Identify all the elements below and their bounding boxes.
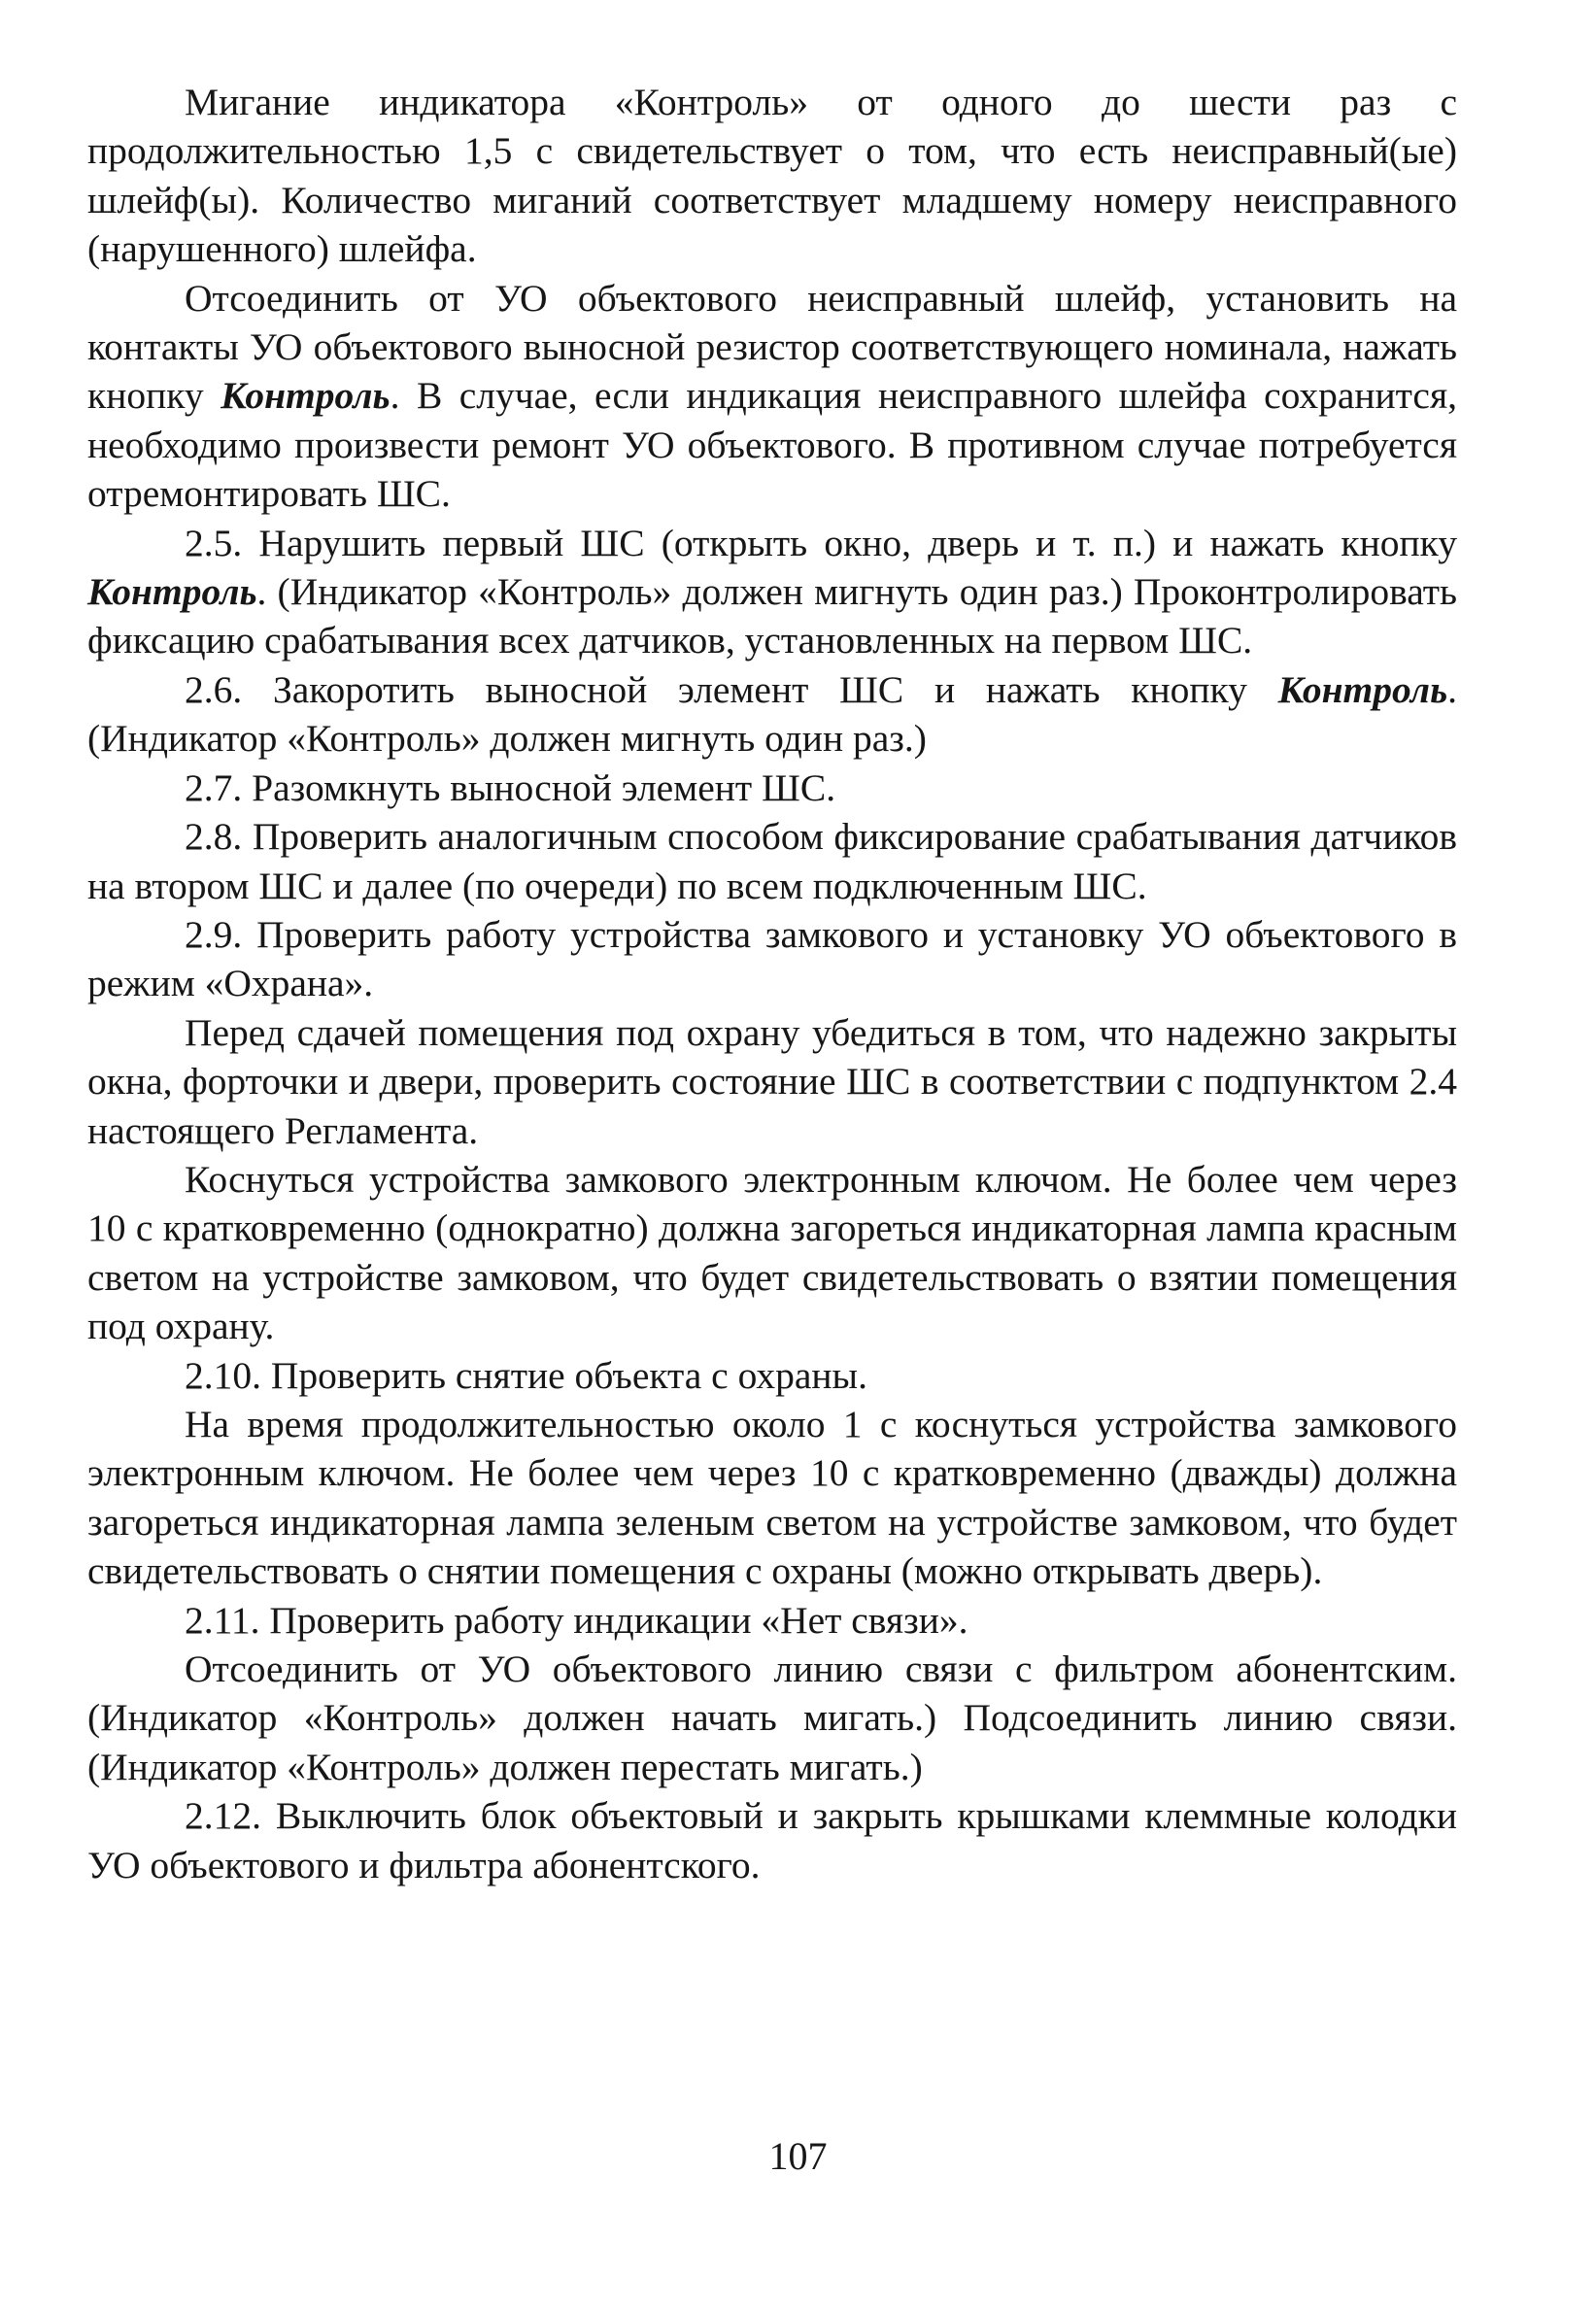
page-body (87, 78, 1457, 1889)
paragraph-text: 2.8. Проверить аналогичным способом фиксирование срабатывания датчиков на втором ШС и далее (по очереди) по всем подключенным ШС. (87, 815, 1457, 907)
paragraph-step-2-12 (87, 1791, 1457, 1889)
paragraph-text: Перед сдачей помещения под охрану убедиться в том, что надежно закрыты окна, форточки и двери, проверить состояние ШС в соответствии с подпунктом 2.4 настоящего Регламента. (87, 1010, 1457, 1152)
paragraph-text: Коснуться устройства замкового электронным ключом. Не более чем через 10 с кратковременно (однократно) должна загореться индикаторная лампа красным светом на устройстве замковом, что будет свидетельствовать о взятии помещения под охрану. (87, 1157, 1457, 1348)
paragraph-text: 2.9. Проверить работу устройства замкового и установку УО объектового в режим «Охрана». (87, 912, 1457, 1005)
paragraph-disconnect-loop (87, 274, 1457, 519)
paragraph-text: . (Индикатор «Контроль» должен мигнуть один раз.) Проконтролировать фиксацию срабатывания всех датчиков, установленных на первом ШС. (87, 570, 1457, 662)
paragraph-touch-key-disarm (87, 1400, 1457, 1596)
page-number: 107 (768, 2134, 828, 2178)
paragraph-step-2-9 (87, 910, 1457, 1008)
paragraph-text: . В случае, если индикация неисправного шлейфа сохранится, необходимо произвести ремонт УО объектового. В противном случае потребуется отремонтировать ШС. (87, 374, 1457, 516)
paragraph-step-2-8 (87, 812, 1457, 910)
paragraph-text: 2.5. Нарушить первый ШС (открыть окно, дверь и т. п.) и нажать кнопку (185, 521, 1457, 564)
keyword-kontrol: Контроль (221, 374, 391, 418)
paragraph-step-2-6 (87, 665, 1457, 764)
paragraph-text: 2.6. Закоротить выносной элемент ШС и нажать кнопку (185, 667, 1278, 711)
paragraph-text: Отсоединить от УО объектового линию связи с фильтром абонентским. (Индикатор «Контроль» должен начать мигать.) Подсоединить линию связи. (Индикатор «Контроль» должен перестать мигать.) (87, 1648, 1457, 1788)
paragraph-text: . (Индикатор «Контроль» должен мигнуть один раз.) (87, 667, 1457, 761)
paragraph-indicator-blinking (87, 78, 1457, 274)
paragraph-step-2-7 (87, 764, 1457, 812)
keyword-kontrol: Контроль (1277, 667, 1448, 711)
paragraph-text: 2.11. Проверить работу индикации «Нет связи». (185, 1598, 968, 1642)
paragraph-text: 2.10. Проверить снятие объекта с охраны. (185, 1353, 867, 1397)
paragraph-step-2-5 (87, 519, 1457, 665)
paragraph-text: 2.12. Выключить блок объектовый и закрыть крышками клеммные колодки УО объектового и фильтра абонентского. (87, 1794, 1457, 1886)
paragraph-text: Отсоединить от УО объектового неисправный шлейф, установить на контакты УО объектового выносной резистор соответствующего номинала, нажать кнопку (87, 276, 1457, 418)
paragraph-text: 2.7. Разомкнуть выносной элемент ШС. (185, 765, 836, 809)
paragraph-text: На время продолжительностью около 1 с коснуться устройства замкового электронным ключом. Не более чем через 10 с кратковременно (дважды) должна загореться индикаторная лампа зеленым светом на устройстве замковом, что будет свидетельствовать о снятии помещения с охраны (можно открывать дверь). (87, 1402, 1457, 1593)
keyword-kontrol: Контроль (87, 570, 257, 614)
paragraph-step-2-10 (87, 1351, 1457, 1400)
paragraph-text: Мигание индикатора «Контроль» от одного до шести раз с продолжительностью 1,5 с свидетельствует о том, что есть неисправный(ые) шлейф(ы). Количество миганий соответствует младшему номеру неисправного (нарушенного) шлейфа. (87, 81, 1457, 271)
paragraph-touch-key-arm (87, 1155, 1457, 1351)
paragraph-step-2-11 (87, 1596, 1457, 1645)
paragraph-before-arming (87, 1008, 1457, 1155)
paragraph-disconnect-line (87, 1645, 1457, 1791)
